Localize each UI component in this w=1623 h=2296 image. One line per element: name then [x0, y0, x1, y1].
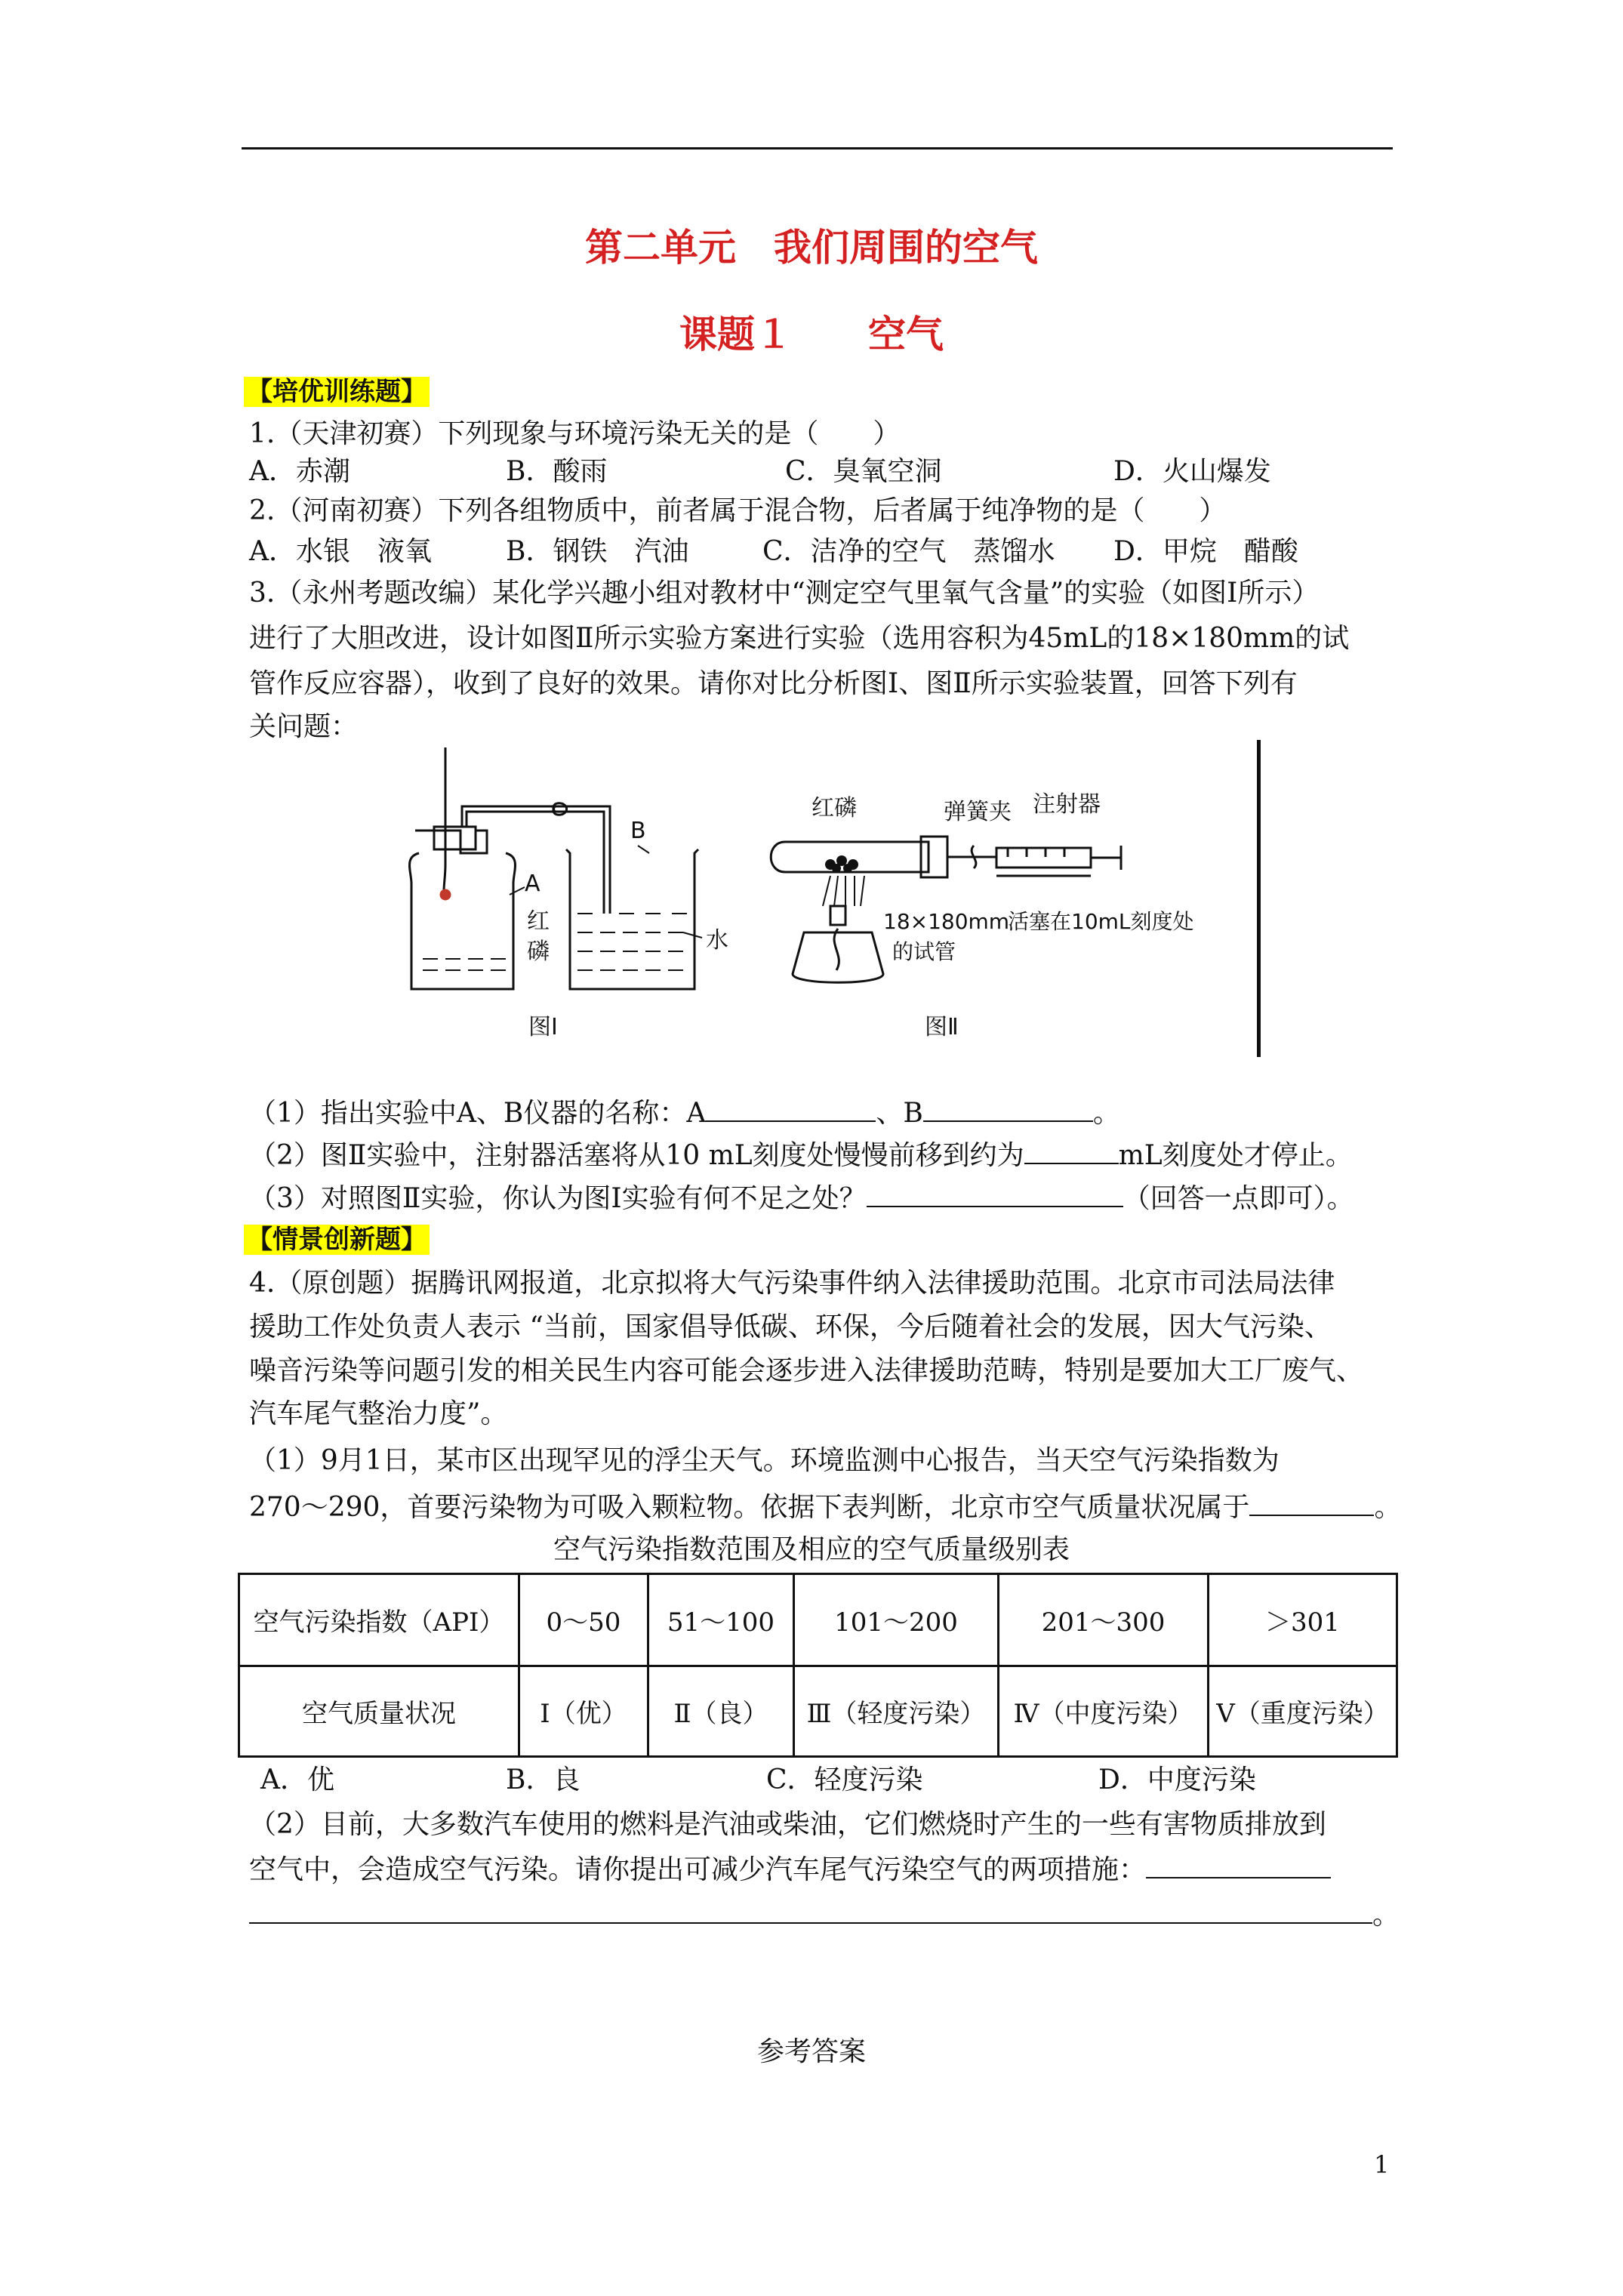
q2-stem: 2.（河南初赛）下列各组物质中，前者属于混合物，后者属于纯净物的是（ ）	[249, 495, 1227, 526]
table-cell: Ⅱ（良）	[648, 1666, 794, 1757]
figure-1-label-red: 红	[527, 908, 550, 935]
q4-line-4: 汽车尾气整治力度”。	[249, 1398, 508, 1429]
q4-sub2-line-2-text: 空气中，会造成空气污染。请你提出可减少汽车尾气污染空气的两项措施：	[249, 1854, 1147, 1885]
q1-option-b: B．酸雨	[506, 456, 608, 487]
q3-line-4: 关问题：	[249, 711, 359, 742]
table-row	[239, 1666, 1397, 1757]
q3-line-3: 管作反应容器），收到了良好的效果。请你对比分析图Ⅰ、图Ⅱ所示实验装置，回答下列有	[249, 668, 1298, 699]
section-tag-innovation: 【情景创新题】	[244, 1225, 430, 1255]
lesson-title: 课题１ 空气	[679, 313, 944, 356]
q2-option-b: B．钢铁 汽油	[506, 536, 689, 567]
figure-1-label-b: B	[630, 818, 646, 844]
answer-blank-measures-1[interactable]	[1146, 1851, 1331, 1878]
table-cell: Ⅴ（重度污染）	[1209, 1666, 1397, 1757]
answer-blank-ml[interactable]	[1024, 1137, 1119, 1164]
answer-blank-b[interactable]	[923, 1095, 1093, 1122]
q1-option-a: A．赤潮	[249, 456, 350, 487]
q4-sub2-end: 。	[1372, 1900, 1400, 1931]
api-table	[238, 1573, 1398, 1758]
q4-sub2-line-3	[249, 1897, 1400, 1933]
q4-line-2: 援助工作处负责人表示 “当前，国家倡导低碳、环保，今后随着社会的发展，因大气污染、	[249, 1311, 1332, 1342]
table-cell: Ⅳ（中度污染）	[999, 1666, 1209, 1757]
table-caption: 空气污染指数范围及相应的空气质量级别表	[553, 1534, 1070, 1565]
q4-sub1-end: 。	[1374, 1492, 1402, 1523]
figure-2-label-red-p: 红磷	[812, 795, 857, 821]
q4-sub2-line-2	[249, 1851, 1331, 1888]
figure-1-water-marks	[423, 846, 702, 970]
answers-heading: 参考答案	[756, 2036, 866, 2067]
q4-sub2-line-1: （2）目前，大多数汽车使用的燃料是汽油或柴油，它们燃烧时产生的一些有害物质排放到	[249, 1809, 1326, 1840]
q4-option-a: A．优	[260, 1764, 334, 1795]
experiment-figure	[393, 740, 1261, 1057]
figure-1-label-a: A	[525, 871, 540, 897]
figure-1-label-phos: 磷	[527, 938, 550, 965]
q1-stem: 1.（天津初赛）下列现象与环境污染无关的是（ ）	[249, 418, 901, 449]
q3-sub3-end: （回答一点即可）。	[1123, 1183, 1354, 1214]
figure-2-label-clip: 弹簧夹	[944, 799, 1012, 825]
q3-sub1-sep: 、B	[876, 1098, 923, 1129]
q3-sub3-text: （3）对照图Ⅱ实验，你认为图Ⅰ实验有何不足之处？	[249, 1183, 867, 1214]
q1-option-d: D．火山爆发	[1113, 456, 1271, 487]
q3-line-2: 进行了大胆改进，设计如图Ⅱ所示实验方案进行实验（选用容积为45mL的18×180mm的试	[249, 623, 1350, 654]
q3-sub3	[249, 1180, 1354, 1216]
table-cell: 空气污染指数（API）	[239, 1574, 519, 1666]
q4-option-d: D．中度污染	[1098, 1764, 1256, 1795]
table-cell: 空气质量状况	[239, 1666, 519, 1757]
table-cell: Ⅲ（轻度污染）	[794, 1666, 999, 1757]
q3-sub1-text: （1）指出实验中A、B仪器的名称：A	[249, 1098, 707, 1129]
q3-line-1: 3.（永州考题改编）某化学兴趣小组对教材中“测定空气里氧气含量”的实验（如图Ⅰ所示）	[249, 578, 1320, 609]
q4-sub1-line-2-text: 270～290，首要污染物为可吸入颗粒物。依据下表判断，北京市空气质量状况属于	[249, 1492, 1250, 1523]
figure-2-flame	[823, 876, 864, 906]
q3-sub2-end: mL刻度处才停止。	[1118, 1140, 1353, 1171]
header-rule	[242, 147, 1393, 149]
figure-frame-bar	[1257, 740, 1261, 1057]
section-tag-training: 【培优训练题】	[244, 377, 430, 407]
figure-2-label-tube-1: 18×180mm	[883, 909, 1010, 934]
figure-1-label-water: 水	[706, 927, 728, 954]
q4-line-3: 噪音污染等问题引发的相关民生内容可能会逐步进入法律援助范畴，特别是要加大工厂废气、	[249, 1355, 1364, 1386]
q4-sub1-line-1: （1）9月1日，某市区出现罕见的浮尘天气。环境监测中心报告，当天空气污染指数为	[249, 1445, 1280, 1476]
q4-option-c: C．轻度污染	[766, 1764, 923, 1795]
figure-2-caption: 图Ⅱ	[925, 1014, 959, 1040]
q2-option-d: D．甲烷 醋酸	[1113, 536, 1298, 567]
table-cell: 201～300	[999, 1574, 1209, 1666]
answer-blank-measures-2[interactable]	[249, 1897, 1372, 1924]
unit-title: 第二单元 我们周围的空气	[585, 226, 1038, 270]
q2-option-a: A．水银 液氧	[249, 536, 432, 567]
table-cell: ＞301	[1209, 1574, 1397, 1666]
figure-2-label-tube-2: 的试管	[892, 939, 956, 964]
figure-1-apparatus	[410, 747, 699, 1057]
table-cell: 0～50	[519, 1574, 648, 1666]
table-cell: 51～100	[648, 1574, 794, 1666]
q1-option-c: C．臭氧空洞	[785, 456, 942, 487]
figure-2-label-piston: 活塞在10mL刻度处	[1008, 909, 1194, 934]
figure-1-caption: 图Ⅰ	[528, 1014, 558, 1040]
q4-option-b: B．良	[506, 1764, 581, 1795]
q4-sub1-line-2	[249, 1489, 1401, 1525]
table-row	[239, 1574, 1397, 1666]
q4-line-1: 4.（原创题）据腾讯网报道，北京拟将大气污染事件纳入法律援助范围。北京市司法局法律	[249, 1268, 1335, 1299]
q3-sub1	[249, 1095, 1120, 1131]
answer-blank-deficiency[interactable]	[867, 1180, 1123, 1207]
figure-2-label-syringe: 注射器	[1033, 791, 1101, 818]
answer-blank-air-quality[interactable]	[1249, 1489, 1374, 1516]
q3-sub1-end: 。	[1092, 1098, 1120, 1129]
q3-sub2	[249, 1137, 1353, 1173]
page-number: 1	[1374, 2150, 1390, 2179]
table-cell: Ⅰ（优）	[519, 1666, 648, 1757]
answer-blank-a[interactable]	[706, 1095, 876, 1122]
q2-option-c: C．洁净的空气 蒸馏水	[762, 536, 1055, 567]
table-cell: 101～200	[794, 1574, 999, 1666]
figure-2-red-phosphorus	[825, 855, 858, 873]
q3-sub2-text: （2）图Ⅱ实验中，注射器活塞将从10 mL刻度处慢慢前移到约为	[249, 1140, 1024, 1171]
